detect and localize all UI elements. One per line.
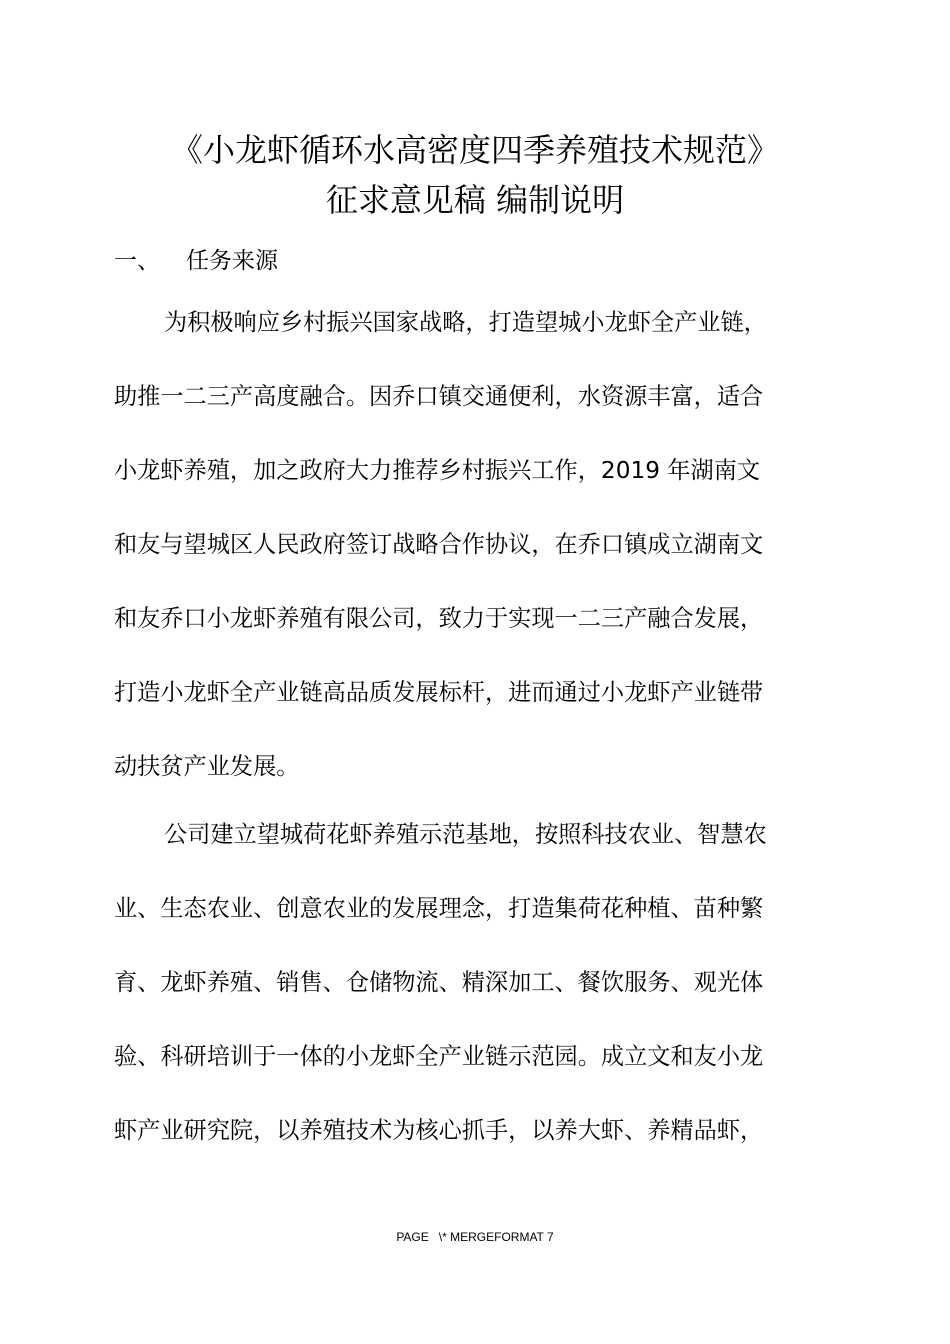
- paragraph-line: 和友乔口小龙虾养殖有限公司，致力于实现一二三产融合发展，: [114, 605, 764, 632]
- paragraph-line: 业、生态农业、创意农业的发展理念，打造集荷花种植、苗种繁: [114, 895, 764, 922]
- paragraph-line: 公司建立望城荷花虾养殖示范基地，按照科技农业、智慧农: [164, 821, 767, 848]
- paragraph-line: 打造小龙虾全产业链高品质发展标杆，进而通过小龙虾产业链带: [114, 679, 764, 706]
- paragraph-line: 小龙虾养殖，加之政府大力推荐乡村振兴工作，2019 年湖南文: [114, 457, 761, 484]
- section-heading-text: 任务来源: [186, 248, 278, 274]
- section-heading: [114, 244, 278, 278]
- paragraph-line: 助推一二三产高度融合。因乔口镇交通便利，水资源丰富，适合: [114, 383, 764, 410]
- paragraph-line: 动扶贫产业发展。: [114, 753, 300, 780]
- section-number: 一、: [114, 248, 160, 274]
- page-footer: PAGE \* MERGEFORMAT 7: [396, 1230, 554, 1244]
- document-title-line2: 征求意见稿 编制说明: [325, 181, 625, 219]
- paragraph-line: 虾产业研究院，以养殖技术为核心抓手，以养大虾、养精品虾，: [114, 1117, 764, 1144]
- paragraph-line: 育、龙虾养殖、销售、仓储物流、精深加工、餐饮服务、观光体: [114, 969, 764, 996]
- paragraph-line: 为积极响应乡村振兴国家战略，打造望城小龙虾全产业链，: [164, 309, 767, 336]
- paragraph-line: 验、科研培训于一体的小龙虾全产业链示范园。成立文和友小龙: [114, 1043, 764, 1070]
- document-title-line1: 《小龙虾循环水高密度四季养殖技术规范》: [170, 131, 779, 169]
- paragraph-line: 和友与望城区人民政府签订战略合作协议，在乔口镇成立湖南文: [114, 531, 764, 558]
